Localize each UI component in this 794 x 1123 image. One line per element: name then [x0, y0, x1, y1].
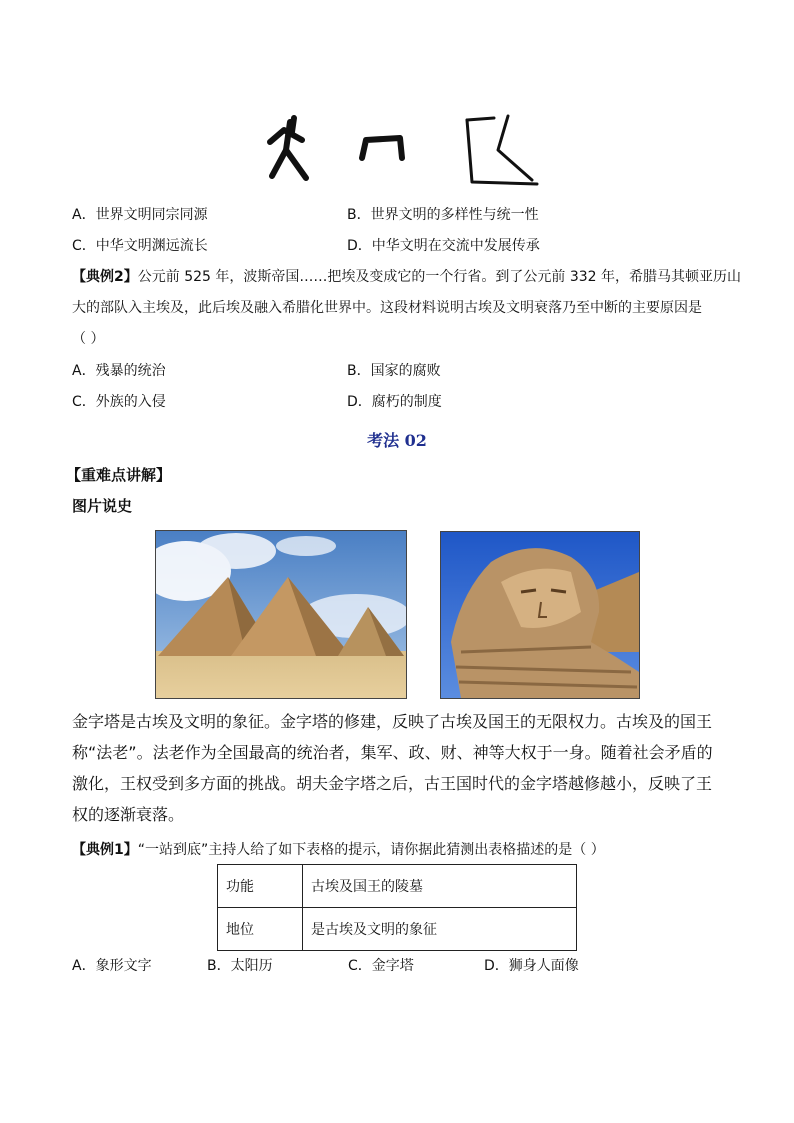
example2-option-a: A．残暴的统治 — [72, 363, 166, 379]
example2-tag: 【典例2】 — [72, 269, 138, 285]
example2-option-d: D．腐朽的制度 — [347, 394, 442, 410]
table-cell-key: 功能 — [218, 865, 303, 908]
option-b: B．世界文明的多样性与统一性 — [347, 207, 539, 223]
example2-text-1: 公元前 525 年，波斯帝国……把埃及变成它的一个行省。到了公元前 332 年，希腊马其顿亚历山 — [137, 269, 741, 285]
hint-table — [217, 864, 577, 951]
example2-line2: 大的部队入主埃及，此后埃及融入希腊化世界中。这段材料说明古埃及文明衰落乃至中断的主要原因是 — [72, 300, 702, 316]
option-d: D．中华文明在交流中发展传承 — [347, 238, 540, 254]
example2-option-b: B．国家的腐败 — [347, 363, 441, 379]
key-points-heading: 【重难点讲解】 — [66, 466, 172, 484]
example1-option-b: B．太阳历 — [207, 958, 273, 974]
example2-line1 — [72, 267, 741, 287]
option-a: A．世界文明同宗同源 — [72, 207, 208, 223]
pyramids-image — [155, 530, 407, 699]
picture-history-heading: 图片说史 — [72, 497, 133, 515]
table-cell-key: 地位 — [218, 908, 303, 951]
sphinx-image — [440, 531, 640, 699]
table-row — [218, 865, 577, 908]
option-c: C．中华文明渊远流长 — [72, 238, 208, 254]
section-title: 考法 02 — [367, 431, 427, 450]
pyramid-paragraph: 金字塔是古埃及文明的象征。金字塔的修建，反映了古埃及国王的无限权力。古埃及的国王称“法老”。法老作为全国最高的统治者，集军、政、财、神等大权于一身。随着社会矛盾的激化，王权受到多方面的挑战。胡夫金字塔之后，古王国时代的金字塔越修越小，反映了王权的逐渐衰落。 — [72, 712, 713, 824]
example1-option-c: C．金字塔 — [348, 958, 414, 974]
example1-option-d: D．狮身人面像 — [484, 958, 579, 974]
example1-option-a: A．象形文字 — [72, 958, 152, 974]
example2-blank: （ ） — [72, 331, 105, 347]
table-row — [218, 908, 577, 951]
example1-tag: 【典例1】 — [72, 842, 138, 858]
example1-text: “一站到底”主持人给了如下表格的提示，请你据此猜测出表格描述的是（ ） — [137, 842, 605, 858]
ancient-glyphs-figure — [262, 110, 552, 190]
table-cell-value: 古埃及国王的陵墓 — [303, 865, 577, 908]
example2-option-c: C．外族的入侵 — [72, 394, 166, 410]
table-cell-value: 是古埃及文明的象征 — [303, 908, 577, 951]
example1-line — [72, 840, 605, 860]
